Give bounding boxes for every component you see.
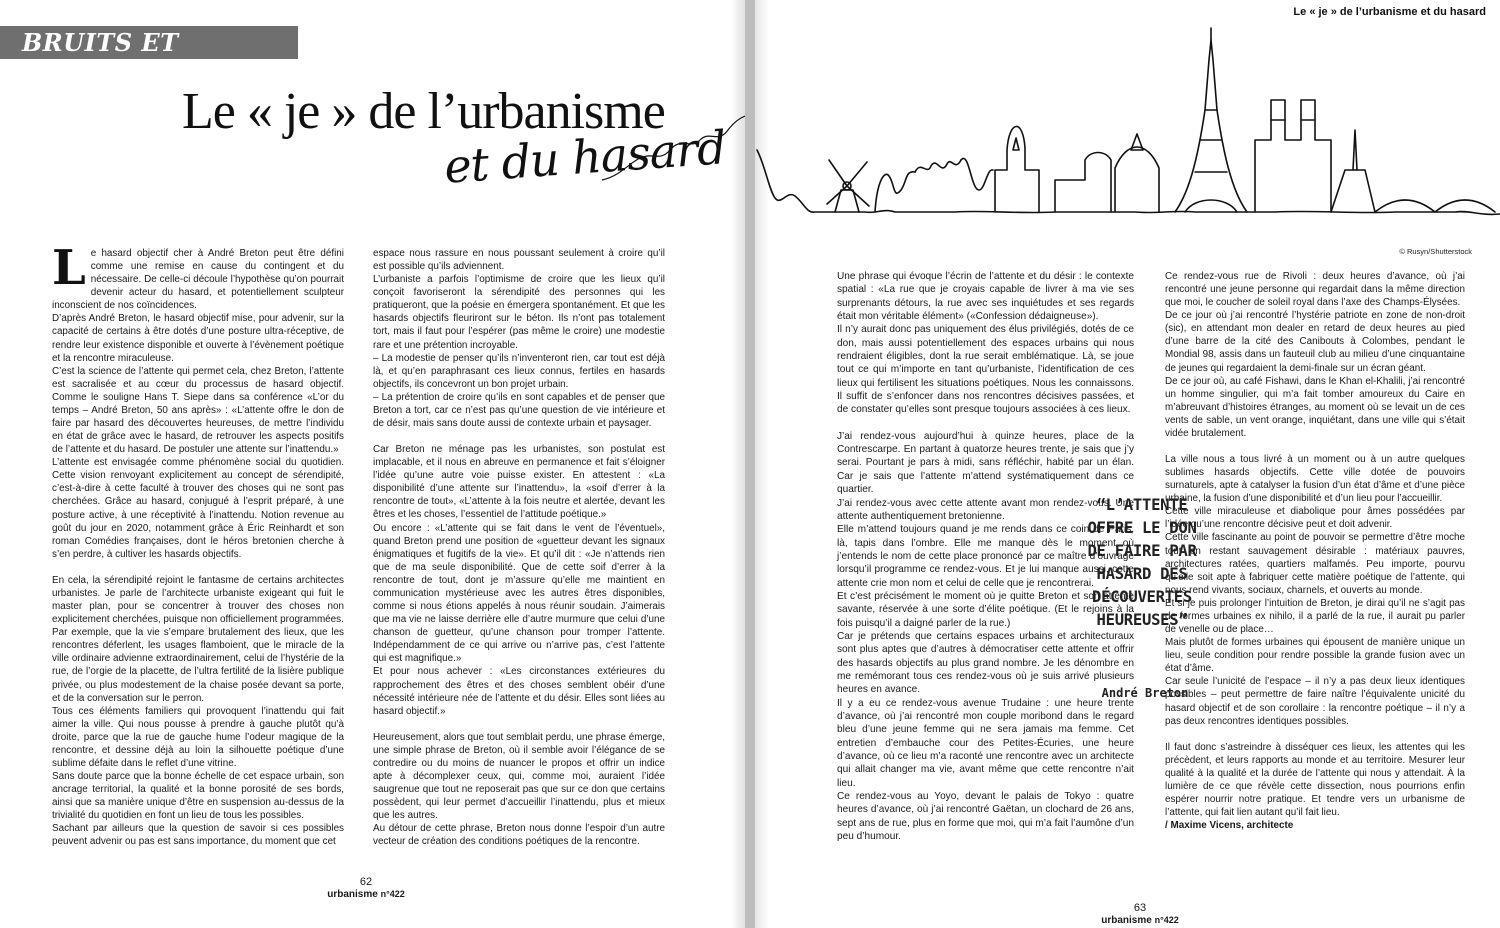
paragraph: J’ai rendez-vous aujourd’hui à quinze heures, place de la Contrescarpe. En partant à quatorze heures trente, je sais que j’y serai. Pourtant je pars à midi, sans réfléchir, habité par un élan. Car je sais que l’attente m’attend systématiquement dans ce quartier. [837, 430, 1134, 496]
paragraph: Et pour nous achever : «Les circonstances extérieures du rapprochement des êtres et des choses semblent obéir d’une nécessité intérieure née de l’attente et du désir. Elles sont liées au hasard objectif.» [373, 666, 665, 717]
paragraph: Cette ville miraculeuse et diabolique pour âmes possédées par l’idée qu’une rencontre décisive peut et doit advenir. [1165, 506, 1465, 531]
paragraph: – La modestie de penser qu’ils n’inventeront rien, car tout est déjà là, et qu’en paraphrasant ces lieux connus, fertiles en hasards objectifs, ils concevront un bon projet urbain. [373, 352, 665, 390]
paragraph: Une phrase qui évoque l’écrin de l’attente et du désir : le contexte spatial : «La rue que je croyais capable de livrer à ma vie ses surprenants détours, la rue avec ses inquiétudes et ses regards était mon véritable élément» («Confession dédaigneuse»). [837, 271, 1134, 323]
paragraph: L’attente est envisagée comme phénomène social du quotidien. Cette vision renvoyant explicitement au concept de sérendipité, c’est-à-dire à cette faculté à trouver des choses qui ne sont pas cherchées. Grâce au hasard, conjugué à l’esprit préparé, à une posture active, à une réceptivité à l’inattendu. Notion revenue au goût du jour en 2020, notamment grâce à Éric Reinhardt et son roman Comédies françaises, dont le héros bretonien cherche à s’en perdre, à cultiver les hasards objectifs. [52, 457, 344, 560]
right-page [755, 0, 1500, 928]
paragraph: L’urbaniste a parfois l’optimisme de croire que les lieux qu’il conçoit favoriseront la sérendipité des personnes qui les pratiqueront, que la poésie en émergera spontanément. Et que les hasards objectifs fleuriront sur le béton. Ils n’ont pas totalement tort, mais il faut pour l’espérer (pas même le croire) une modestie rare et une prétention incroyable. [373, 274, 665, 351]
column-4 [1165, 270, 1465, 832]
paragraph: Par exemple, que la vie s’empare brutalement des lieux, que les rencontres déferlent, les usages flamboient, que le miracle de la ville ordinaire advienne extraordinairement, celui de l’hystérie de la rue, de l’orgie de la placette, de l’ultra fertilité de la lisière publique privée, ou plus modestement de la chaise posée devant sa porte, et de la conversation sur le perron. [52, 627, 344, 704]
pull-quote-author: André Breton [1101, 686, 1189, 700]
article-title: Le « je » de l’urbanisme [182, 83, 665, 140]
paragraph: Et si je puis prolonger l’intuition de Breton, je dirai qu’il ne s’agit pas de formes urbaines ex nihilo, il a parlé de la rue, il aurait pu parler de venelle ou de place… [1165, 597, 1465, 636]
paragraph: D’après André Breton, le hasard objectif mise, pour advenir, sur la capacité de certains à être dotés d’une posture ultra-réceptive, de rendre leur existence disponible et ouverte à l’évènement poétique et la rencontre miraculeuse. [52, 313, 344, 364]
page-folio [306, 876, 426, 901]
paragraph: Et c’est précisément le moment où je quitte Breton et son attente savante, réservée à une sorte d’élite poétique. (Et le rejoins à la fois puisqu’il a daigné parler de la rue.) [837, 590, 1134, 629]
paragraph: Sans doute parce que la bonne échelle de cet espace urbain, son ancrage territorial, la qualité et la bonne porosité de ses bords, ainsi que sa manière unique d’être en suspension au-dessus de la trivialité du quotidien en font un lieu de tous les possibles. [52, 771, 344, 822]
paragraph: Car seule l’unicité de l’espace – il n’y a pas deux lieux identiques possibles – peut permettre de faire naître l’équivalente unicité du hasard objectif et de son corollaire : la rencontre poétique – il n’y a pas deux rencontres identiques possibles. [1165, 676, 1465, 727]
page-number: 62 [359, 876, 373, 888]
paragraph: Ce rendez-vous au Yoyo, devant le palais de Tokyo : quatre heures d’avance, où j’ai rencontré Gaëtan, un clochard de 26 ans, sept ans de rue, plus en forme que moi, qui m’a fait l’aumône d’un peu d’humour. [837, 791, 1134, 843]
paragraph: Elle m’attend toujours quand je me rends dans ce coin de Paris, là, tapis dans l’ombre. Elle me manque dès le moment où j’entends le nom de cette place prononcé par ce maître d’ouvrage lorsqu’il programme ce rendez-vous. Et je lui manque aussi, cette attente crie mon nom et celui de celle que je rencontrerai. [837, 524, 1134, 589]
page-folio [1080, 902, 1200, 927]
paragraph: Il y a eu ce rendez-vous avenue Trudaine : une heure trente d’avance, où j’ai rencontré mon couple moribond dans le regard bleu d’une jeune femme qui ne sera jamais ma femme. Cet entretien d’embauche cour des Petites-Écuries, une heure d’avance, où ce lieu m’a raconté une rencontre avec un architecte qui allait changer ma vie, avant même que cette rencontre n’ait lieu. [837, 697, 1134, 789]
page-fold-shadow [755, 0, 769, 928]
paragraph: Heureusement, alors que tout semblait perdu, une phrase émerge, une simple phrase de Breton, où il semble avoir l’élégance de se contredire ou du moins de nuancer le propos et offrir un indice apte à décomplexer ceux, qui, comme moi, auraient l’idée saugrenue que tout ne reposerait pas que sur ce don que certains possèdent, qui leur permet d’accueillir l’inattendu, plus et mieux que les autres. [373, 731, 665, 822]
paragraph: espace nous rassure en nous poussant seulement à croire qu’il est possible qu’ils adviennent. [373, 248, 665, 273]
paragraph: Il n’y aurait donc pas uniquement des élus privilégiés, dotés de ce don, mais aussi potentiellement des espaces urbains qui nous rendraient éligibles, dont la rue serait emblématique. Là, se joue tout ce qui m’importe en tant qu’urbaniste, l’identification de ces lieux qui fertilisent les situations poétiques. Nous les connaissons. Il suffit de s’enfoncer dans nos rencontres décisives passées, et de constater qu’elles sont presque toujours associées à ces lieux. [837, 324, 1134, 416]
drop-cap: L [52, 240, 86, 296]
paris-skyline-illustration [755, 0, 1500, 260]
paragraph: La ville nous a tous livré à un moment ou à un autre quelques sublimes hasards objectifs. Cette ville dotée de pouvoirs surnaturels, apte à catalyser la fusion d’un état d’âme et d’une pièce urbaine, la fusion d’une disponibilité et d’un lieu pour l’accueillir. [1165, 454, 1465, 505]
magazine-name: urbanisme [327, 889, 378, 900]
page-fold-shadow [731, 0, 745, 928]
paragraph: Ou encore : «L’attente qui se fait dans le vent de l’éventuel», quand Breton prend une position de «guetteur devant les signaux énigmatiques et fugitifs de la vie». Et qu’il dit : «Je n’attends rien que de ma seule disponibilité. Que de cette soif d’errer à la rencontre de tout, dont je m’assure qu’elle me maintient en communication mystérieuse avec les autres êtres disponibles, comme si nous étions appelés à nous réunir soudain. J’aimerais que ma vie ne laisse derrière elle d’autre murmure que celui d’une chanson de guetteur, qu’une chanson pour tromper l’attente. Indépendamment de ce qui arrive ou n’arrive pas, c’est l’attente qui est magnifique.» [373, 522, 665, 665]
paragraph: De ce jour où j’ai rencontré l’hystérie patriote en zone de non-droit (sic), en attendant mon dealer en retard de deux heures au pied d’une barre de la cité des Canibouts à Colombes, pendant le Mondial 98, assis dans un fauteuil club au milieu d’une cinquantaine de jeunes qui regardaient la demi-finale sur un écran géant. [1165, 310, 1465, 374]
paragraph: C’est la science de l’attente qui permet cela, chez Breton, l’attente est sacralisée et au cœur du processus de hasard objectif. Comme le souligne Hans T. Siepe dans sa conférence «L’or du temps – André Breton, 50 ans après» : «L’attente offre le don de faire par hasard des découvertes heureuses, de mettre l’individu en état de grâce avec le hasard, de retrouver les aspects positifs de l’attente et du hasard. De postuler une attente sur l’inattendu.» [52, 365, 344, 456]
article-title-script: et du hasard [442, 120, 728, 194]
magazine-name: urbanisme [1101, 915, 1152, 926]
left-page [0, 0, 745, 928]
paragraph: Car je prétends que certains espaces urbains et architecturaux sont plus aptes que d’autres à démocratiser cette attente et offrir des hasards objectifs au plus grand nombre. Je les dénombre en me remémorant tous ces rendez-vous où je suis arrivé plusieurs heures en avance. [837, 630, 1134, 696]
issue-number: n°422 [1154, 915, 1179, 925]
section-rubric: BRUITS ET HUMEURS [0, 26, 298, 59]
paragraph: Tous ces éléments familiers qui provoquent l’inattendu qui fait aimer la ville. Qui nous pousse à prendre à gauche plutôt qu’à droite, parce que la rue de gauche hume l’odeur magique de la rencontre, et dessine déjà au loin la silhouette poétique d’une sublime défaite dans le reflet d’une vitrine. [52, 705, 344, 769]
running-head: Le « je » de l’urbanisme et du hasard [1293, 6, 1486, 18]
paragraph: Cette ville fascinante au point de pouvoir se permettre d’être moche tout en restant sauvagement désirable : matériaux pauvres, architectures ratées, quartiers malfamés. Peu importe, pourvu qu’elle soit apte à fabriquer cette matière poétique de l’attente, qui nous rend vivants, sociaux, charnels, et ouverts au monde. [1165, 532, 1465, 596]
page-number: 63 [1133, 902, 1147, 914]
paragraph: e hasard objectif cher à André Breton peut être défini comme une remise en cause du contingent et du nécessaire. De celle-ci découle l’hypothèse qu’on pourrait devenir acteur du hasard, et potentiellement sculpteur inconscient de nos coïncidences. [52, 248, 344, 312]
pull-quote: “L’ATTENTE OFFRE LE DON DE FAIRE PAR HASARD DES DÉCOUVERTES HEUREUSES” [1087, 496, 1197, 629]
paragraph: – La prétention de croire qu’ils en sont capables et de penser que Breton a tort, car ce n’est pas qu’une question de vie intérieure et de désir, mais sans doute aussi de contexte urbain et paysager. [373, 391, 665, 430]
photo-credit: © Rusyn/Shutterstock [1399, 247, 1472, 256]
paragraph: J’ai rendez-vous avec cette attente avant mon rendez-vous. Une attente authentiquement bretonienne. [837, 497, 1134, 522]
author-signature: / Maxime Vicens, architecte [1165, 820, 1294, 832]
paragraph: Mais plutôt de formes urbaines qui épousent de manière unique un lieu, seule condition pour rendre possible la grande fusion avec un état d’âme. [1165, 637, 1465, 675]
paragraph: Car Breton ne ménage pas les urbanistes, son postulat est implacable, et il nous en abreuve en permanence et fait s’éloigner l’idée qu’une autre voie puisse exister. En attestent : «La disponibilité d’une attente sur l’inattendu», la «soif d’errer à la rencontre de tout», «L’attente à la fois neutre et alertée, devant les êtres et les choses, l’essentiel de l’attitude poétique.» [373, 444, 665, 521]
column-1 [52, 240, 344, 849]
issue-number: n°422 [380, 889, 405, 899]
column-2 [373, 247, 665, 848]
paragraph: De ce jour où, au café Fishawi, dans le Khan el-Khalili, j’ai rencontré un homme singulier, qui m’a fait tomber amoureux du Caire en m’abreuvant d’histoires étranges, au moment où se levait un de ces vents de sable, un vent orange, inquiétant, dans une ville qui s’était vidée brutalement. [1165, 375, 1465, 439]
paragraph: Sachant par ailleurs que la question de savoir si ces possibles peuvent advenir ou pas est sans importance, du moment que cet [52, 823, 344, 848]
paragraph: En cela, la sérendipité rejoint le fantasme de certains architectes urbanistes. Je parle de l’architecte urbaniste exigeant qui fuit le master plan, pour se concentrer à trouver des choses non explicitement cherchées, puisque non officiellement programmées. [52, 574, 344, 626]
paragraph: Ce rendez-vous rue de Rivoli : deux heures d’avance, où j’ai rencontré une jeune personne qui regardait dans la même direction que moi, le coucher de soleil royal dans l’axe des Champs-Élysées. [1165, 271, 1465, 309]
paragraph: Au détour de cette phrase, Breton nous donne l’espoir d’un autre vecteur de création des conditions poétiques de la rencontre. [373, 823, 665, 848]
paragraph: Il faut donc s’astreindre à disséquer ces lieux, les attentes qui les précèdent, et leurs rapports au monde et au territoire. Mesurer leur qualité à la qualité et la durée de l’attente qui nous y attendait. À la lumière de ce que révèle cette dissection, nous pourrions enfin espérer nourrir notre pratique. Et tendre vers un urbanisme de l’attente, qui fait lien autant qu’il fait lieu. [1165, 741, 1465, 819]
